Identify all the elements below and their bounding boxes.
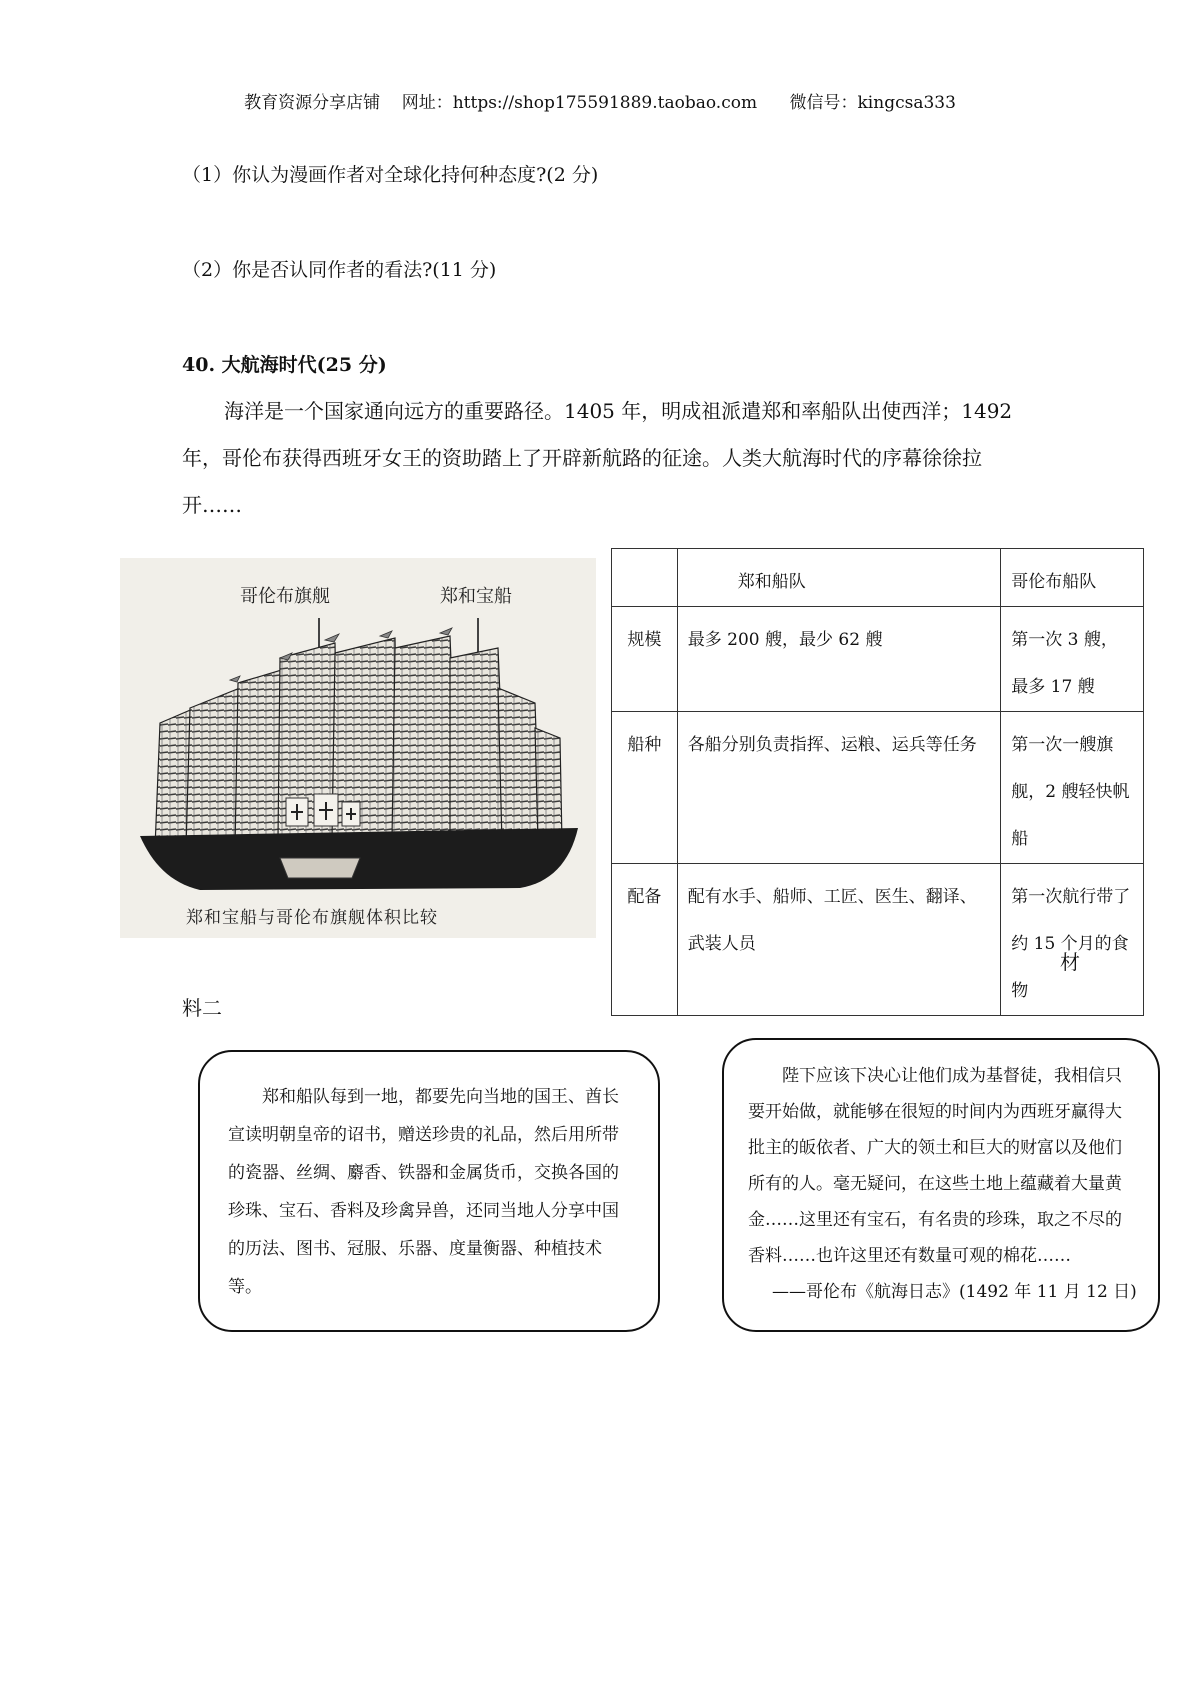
columbus-diary-source: ——哥伦布《航海日志》(1492 年 11 月 12 日) [772, 1282, 1137, 1302]
table-header-columbus: 哥伦布船队 [1001, 549, 1144, 607]
cell-columbus-equipment: 第一次航行带了约 15 个月的食物 [1001, 864, 1144, 1016]
columbus-diary-text: 陛下应该下决心让他们成为基督徒，我相信只要开始做，就能够在很短的时间内为西班牙赢得大批主的皈依者、广大的领土和巨大的财富以及他们所有的人。毫无疑问，在这些土地上蕴藏着大量黄金……这里还有宝石，有名贵的珍珠，取之不尽的香料……也许这里还有数量可观的棉花…… [748, 1066, 1122, 1266]
table-header-row [612, 549, 1144, 607]
cell-zhenghe-scale: 最多 200 艘，最少 62 艘 [677, 607, 1000, 712]
page-header: 教育资源分享店铺 网址：https://shop175591889.taobao.com 微信号：kingcsa333 [244, 93, 956, 113]
cell-zhenghe-equipment: 配有水手、船师、工匠、医生、翻译、武装人员 [677, 864, 1000, 1016]
question-1: （1）你认为漫画作者对全球化持何种态度?(2 分) [182, 164, 599, 186]
row-label-scale: 规模 [612, 607, 678, 712]
image-caption: 郑和宝船与哥伦布旗舰体积比较 [186, 908, 438, 928]
question-2: （2）你是否认同作者的看法?(11 分) [182, 259, 497, 281]
columbus-diary-textbox [722, 1038, 1160, 1332]
cell-zhenghe-ship-type: 各船分别负责指挥、运粮、运兵等任务 [677, 712, 1000, 864]
table-header-zhenghe: 郑和船队 [677, 549, 1000, 607]
cell-columbus-ship-type: 第一次一艘旗舰，2 艘轻快帆船 [1001, 712, 1144, 864]
question-40-title: 40. 大航海时代(25 分) [182, 354, 387, 376]
label-columbus-flagship: 哥伦布旗舰 [240, 586, 330, 607]
intro-paragraph: 海洋是一个国家通向远方的重要路径。1405 年，明成祖派遣郑和率船队出使西洋；1492 年，哥伦布获得西班牙女王的资助踏上了开辟新航路的征途。人类大航海时代的序幕徐徐拉开…… [182, 399, 1013, 517]
row-label-equipment: 配备 [612, 864, 678, 1016]
cell-columbus-scale: 第一次 3 艘，最多 17 艘 [1001, 607, 1144, 712]
ship-illustration [120, 558, 596, 938]
zhenghe-fleet-textbox [198, 1050, 660, 1332]
row-label-ship-type: 船种 [612, 712, 678, 864]
material-two-label-part1: 材 [1060, 950, 1080, 974]
table-row [612, 712, 1144, 864]
table-row [612, 864, 1144, 1016]
table-header-empty [612, 549, 678, 607]
table-row [612, 607, 1144, 712]
zhenghe-fleet-text: 郑和船队每到一地，都要先向当地的国王、酋长宣读明朝皇帝的诏书，赠送珍贵的礼品，然后用所带的瓷器、丝绸、麝香、铁器和金属货币，交换各国的珍珠、宝石、香料及珍禽异兽，还同当地人分享中国的历法、图书、冠服、乐器、度量衡器、种植技术等。 [228, 1087, 619, 1297]
ship-comparison-image [120, 558, 596, 938]
label-zhenghe-treasure-ship: 郑和宝船 [440, 586, 512, 607]
material-two-label-part2: 料二 [182, 996, 222, 1020]
